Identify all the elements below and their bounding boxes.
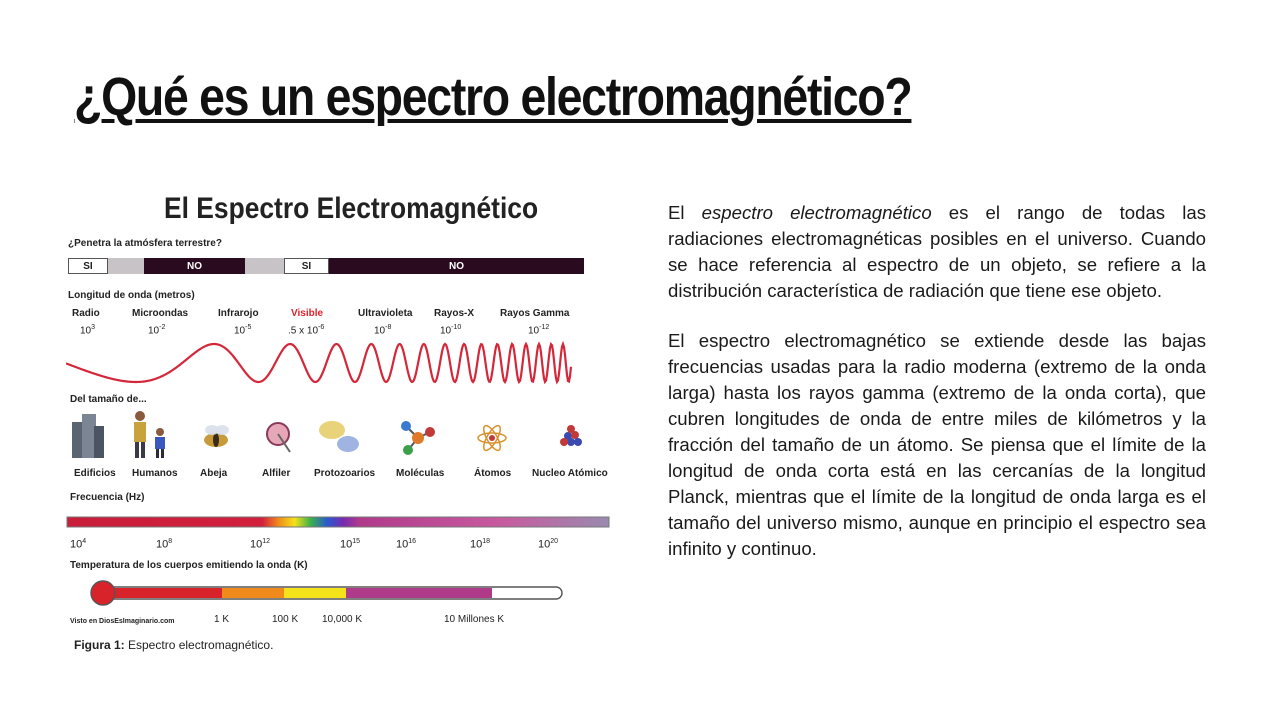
slide-title: ¿Qué es un espectro electromagnético? [74,67,912,127]
protozoa-icon [319,421,359,452]
band-gamma: Rayos Gamma [500,308,570,319]
band-visible: Visible [291,308,324,319]
paragraph-2: El espectro electromagnético se extiende desde las bajas frecuencias usadas para la radio moderna (extremo de la onda larga) hasta los rayos gamma (extremo de la onda corta), que cubren longitudes de onda de entre miles de kilómetros y la fracción del tamaño de un átomo. Se piensa que el límite de la longitud de onda corta está en las cercanías de la longitud Planck, mientras que el límite de la longitud de onda larga es el tamaño del universo mismo, aunque en principio el espectro sea infinito y continuo. [668,330,1206,559]
thermometer-yellow-segment [284,588,346,598]
thermometer-red-segment [102,588,222,598]
paragraph-1: El espectro electromagnético es el rango de todas las radiaciones electromagnéticas posibles en el universo. Cuando se hace referencia al espectro de un objeto, se refiere a la distribución característica de radiación que tiene ese objeto. [668,202,1206,301]
atoms-icon [478,423,506,452]
frequency-bar-fill [67,517,609,527]
humans-icon [134,411,165,458]
wavelength-value-radio: $10^3$ [80,324,96,337]
atmosphere-seg-gray-2 [245,258,284,274]
wavelength-value-gamma: $10^{-12}$ [528,324,550,337]
buildings-icon [72,414,104,458]
size-label-molecules: Moléculas [396,468,445,479]
spectrum-figure [60,188,620,638]
band-microwave: Microondas [132,308,189,319]
thermometer-magenta-segment [346,588,492,598]
term-emphasis: espectro electromagnético [701,202,932,223]
size-label-pin: Alfiler [262,468,291,479]
pin-icon [267,423,290,452]
wavelength-value-xray: $10^{-10}$ [440,324,462,337]
size-label-humans: Humanos [132,468,178,479]
frequency-bar [66,514,612,530]
nucleus-icon [560,425,582,446]
atmosphere-seg-si-1: SI [68,258,108,274]
wavelength-value-infrared: $10^{-5}$ [234,324,252,337]
size-label-nucleus: Nucleo Atómico [532,468,608,479]
size-label-buildings: Edificios [74,468,116,479]
temperature-1k: 1 K [214,614,230,625]
frequency-value-2: $10^8$ [156,538,173,551]
temperature-100k: 100 K [272,614,299,625]
figure-watermark: Visto en DiosEsImaginario.com [70,618,175,625]
wavelength-heading: Longitud de onda (metros) [68,290,195,301]
figure-caption [74,638,273,652]
figure-title: El Espectro Electromagnético [164,192,539,225]
band-infrared: Infrarojo [218,308,259,319]
atmosphere-bar [68,258,584,274]
caption-label: Figura 1: [74,638,125,652]
band-xray: Rayos-X [434,308,475,319]
wavelength-value-uv: $10^{-8}$ [374,324,392,337]
frequency-value-5: $10^{16}$ [396,538,417,551]
band-radio: Radio [72,308,100,319]
size-label-atoms: Átomos [474,468,512,479]
size-heading: Del tamaño de... [70,394,147,405]
frequency-value-1: $10^4$ [70,538,87,551]
thermometer-orange-segment [222,588,284,598]
wave-line [66,344,571,382]
caption-text: Espectro electromagnético. [124,638,274,652]
frequency-value-4: $10^{15}$ [340,538,361,551]
wavelength-wave [66,338,586,388]
size-label-bee: Abeja [200,468,228,479]
temperature-10000k: 10,000 K [322,614,363,625]
frequency-value-7: $10^{20}$ [538,538,559,551]
atmosphere-seg-si-2: SI [284,258,329,274]
band-ultraviolet: Ultravioleta [358,308,413,319]
atmosphere-question: ¿Penetra la atmósfera terrestre? [68,238,222,249]
thermometer-bulb [91,581,115,605]
frequency-value-3: $10^{12}$ [250,538,271,551]
temperature-heading: Temperatura de los cuerpos emitiendo la onda (K) [70,560,308,571]
wavelength-value-visible: .5 x $10^{-6}$ [288,324,325,337]
molecules-icon [401,421,435,455]
size-icons [66,408,606,462]
frequency-value-6: $10^{18}$ [470,538,491,551]
atmosphere-seg-no-2: NO [329,258,584,274]
temperature-10m-k: 10 Millones K [444,614,505,625]
bee-icon [204,425,229,447]
body-text [668,200,1206,586]
frequency-heading: Frecuencia (Hz) [70,492,145,503]
atmosphere-seg-no-1: NO [144,258,245,274]
thermometer [88,578,568,608]
wavelength-value-microwave: $10^{-2}$ [148,324,166,337]
size-label-protozoa: Protozoarios [314,468,376,479]
atmosphere-seg-gray-1 [108,258,144,274]
